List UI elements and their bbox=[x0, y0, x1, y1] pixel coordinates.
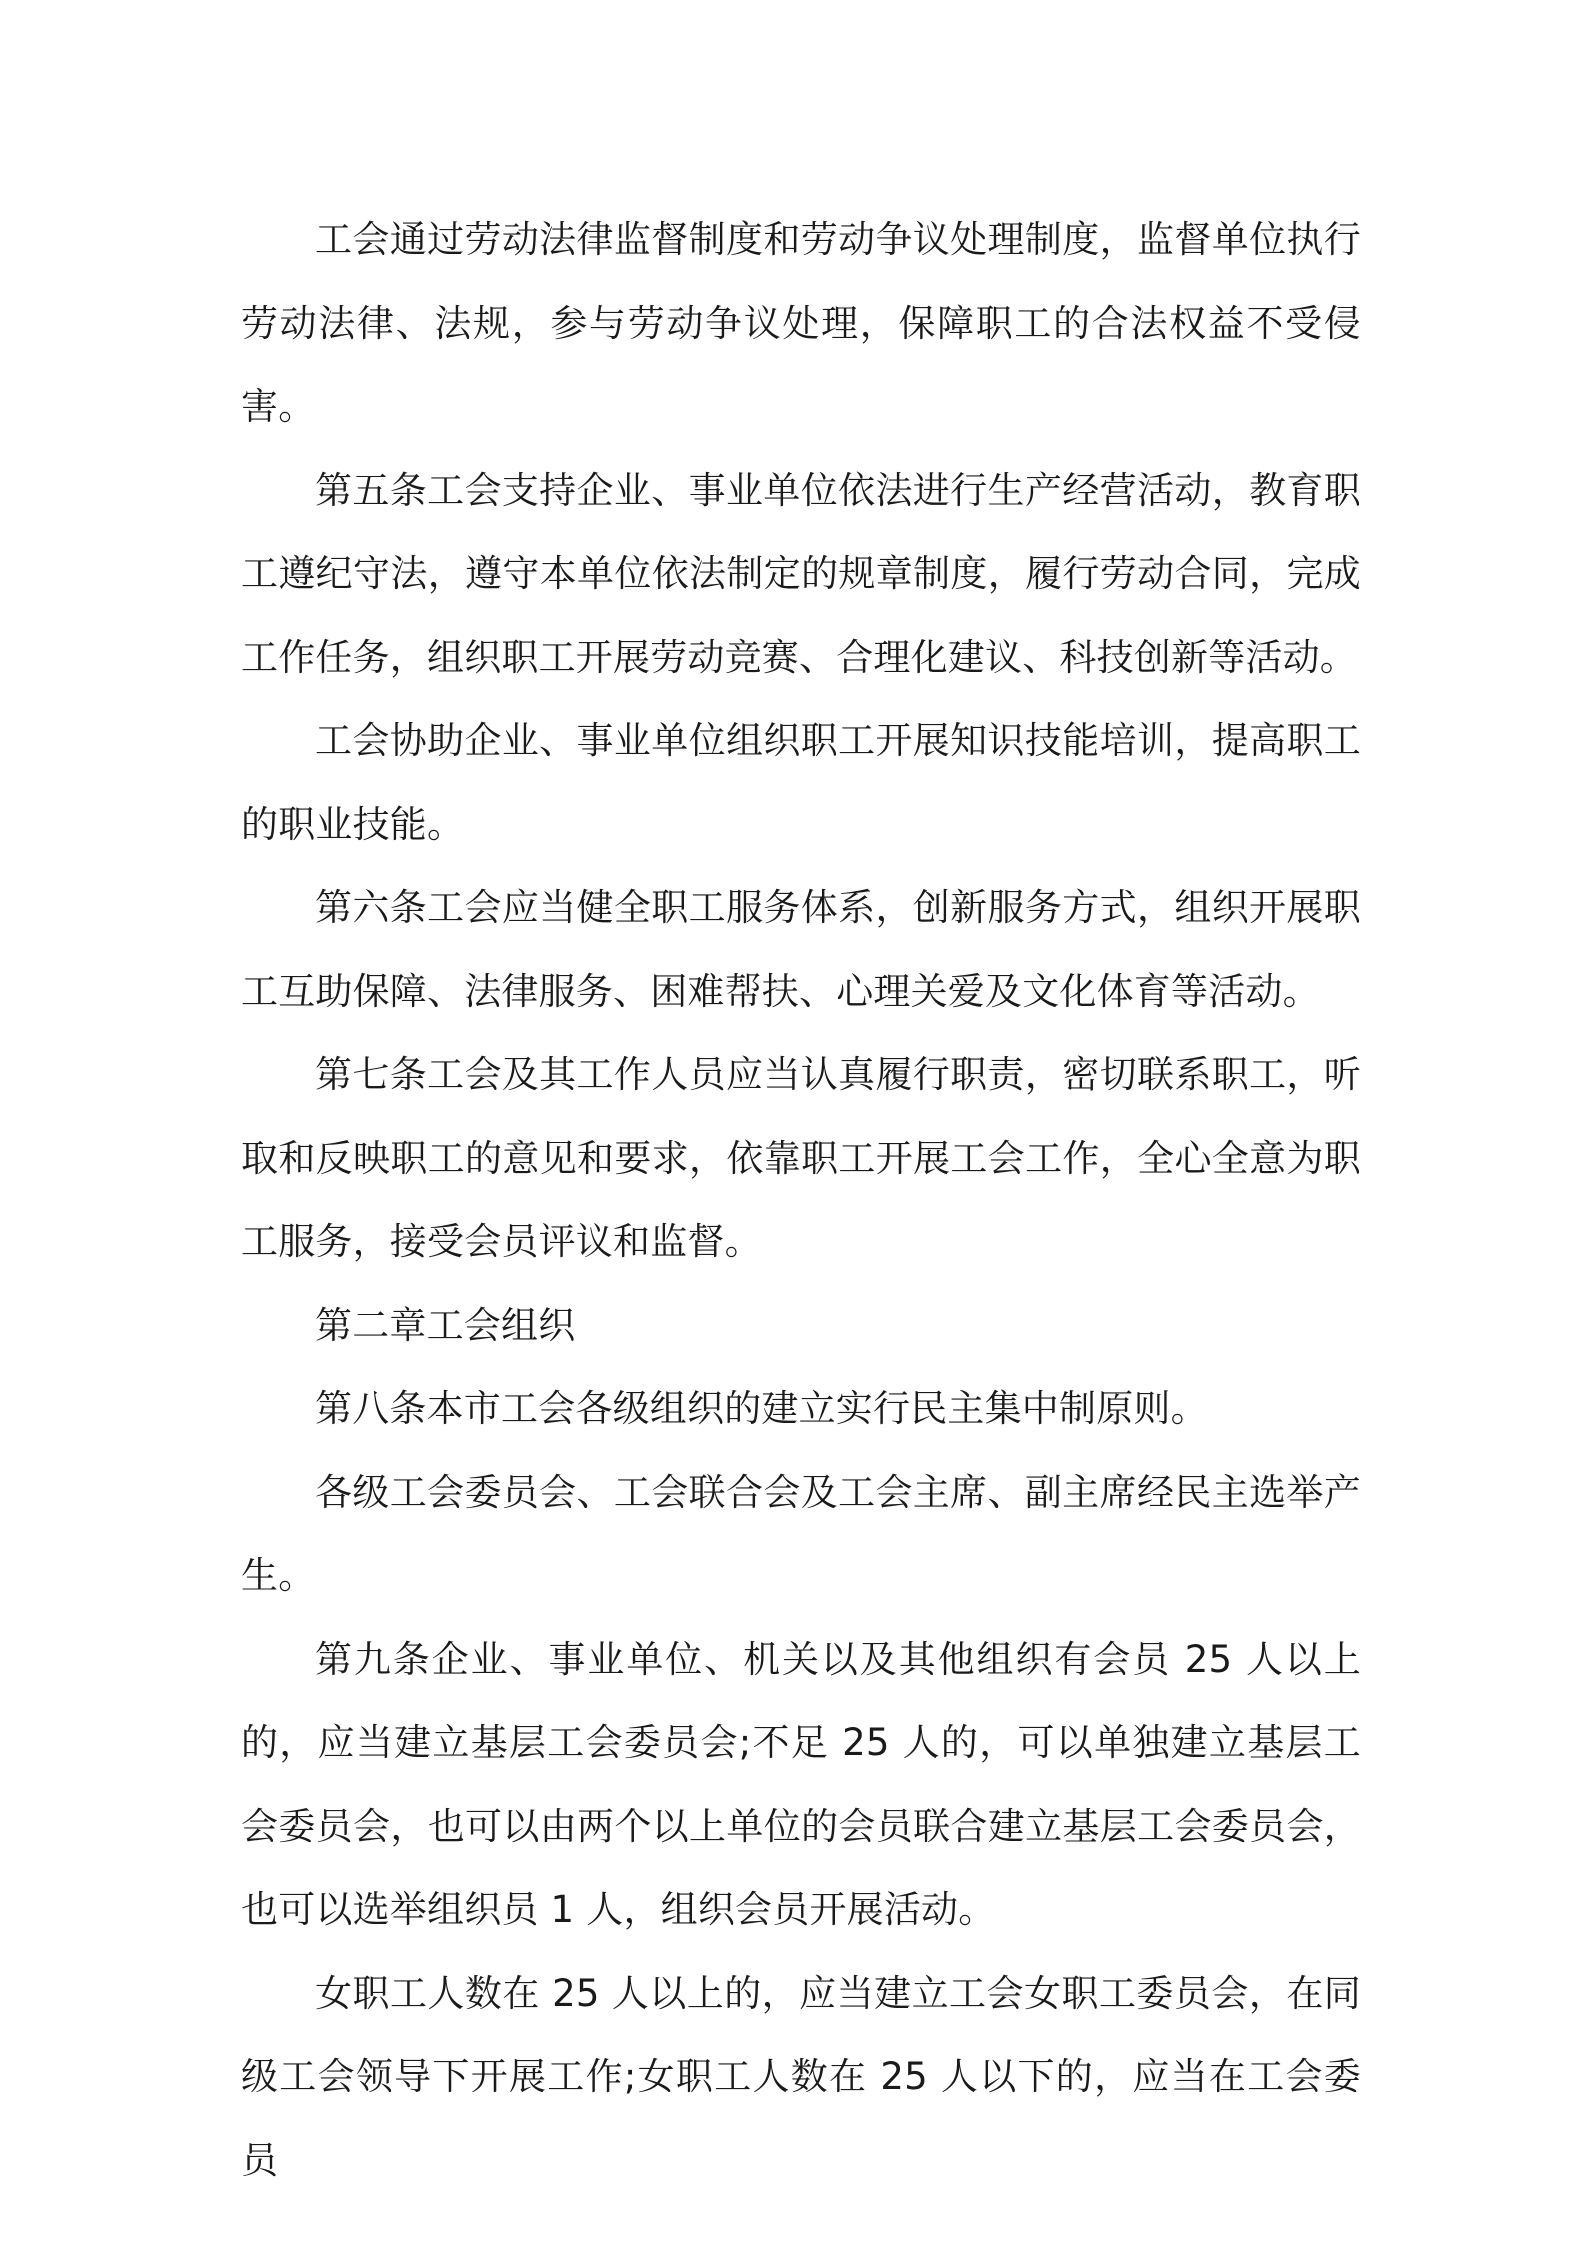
paragraph-skills-training: 工会协助企业、事业单位组织职工开展知识技能培训，提高职工的职业技能。 bbox=[241, 719, 1361, 846]
chapter-heading: 第二章工会组织 bbox=[315, 1303, 576, 1347]
paragraph-article-9: 第九条企业、事业单位、机关以及其他组织有会员 25 人以上的，应当建立基层工会委员会;不足 25 人的，可以单独建立基层工会委员会，也可以由两个以上单位的会员联合建立基层工会委员会，也可以选举组织员 1 人，组织会员开展活动。 bbox=[241, 1637, 1361, 1931]
paragraph-article-5: 第五条工会支持企业、事业单位依法进行生产经营活动，教育职工遵纪守法，遵守本单位依法制定的规章制度，履行劳动合同，完成工作任务，组织职工开展劳动竞赛、合理化建议、科技创新等活动。 bbox=[241, 468, 1361, 679]
paragraph-article-6: 第六条工会应当健全职工服务体系，创新服务方式，组织开展职工互助保障、法律服务、困难帮扶、心理关爱及文化体育等活动。 bbox=[241, 886, 1361, 1013]
document-body bbox=[241, 198, 1361, 2202]
paragraph-article-7: 第七条工会及其工作人员应当认真履行职责，密切联系职工，听取和反映职工的意见和要求，依靠职工开展工会工作，全心全意为职工服务，接受会员评议和监督。 bbox=[241, 1053, 1361, 1263]
paragraph-elections: 各级工会委员会、工会联合会及工会主席、副主席经民主选举产生。 bbox=[241, 1470, 1361, 1597]
paragraph-supervision: 工会通过劳动法律监督制度和劳动争议处理制度，监督单位执行劳动法律、法规，参与劳动争议处理，保障职工的合法权益不受侵害。 bbox=[241, 218, 1361, 428]
paragraph-article-8: 第八条本市工会各级组织的建立实行民主集中制原则。 bbox=[315, 1387, 1208, 1430]
paragraph-women-committee: 女职工人数在 25 人以上的，应当建立工会女职工委员会，在同级工会领导下开展工作;女职工人数在 25 人以下的，应当在工会委员 bbox=[241, 1971, 1361, 2182]
